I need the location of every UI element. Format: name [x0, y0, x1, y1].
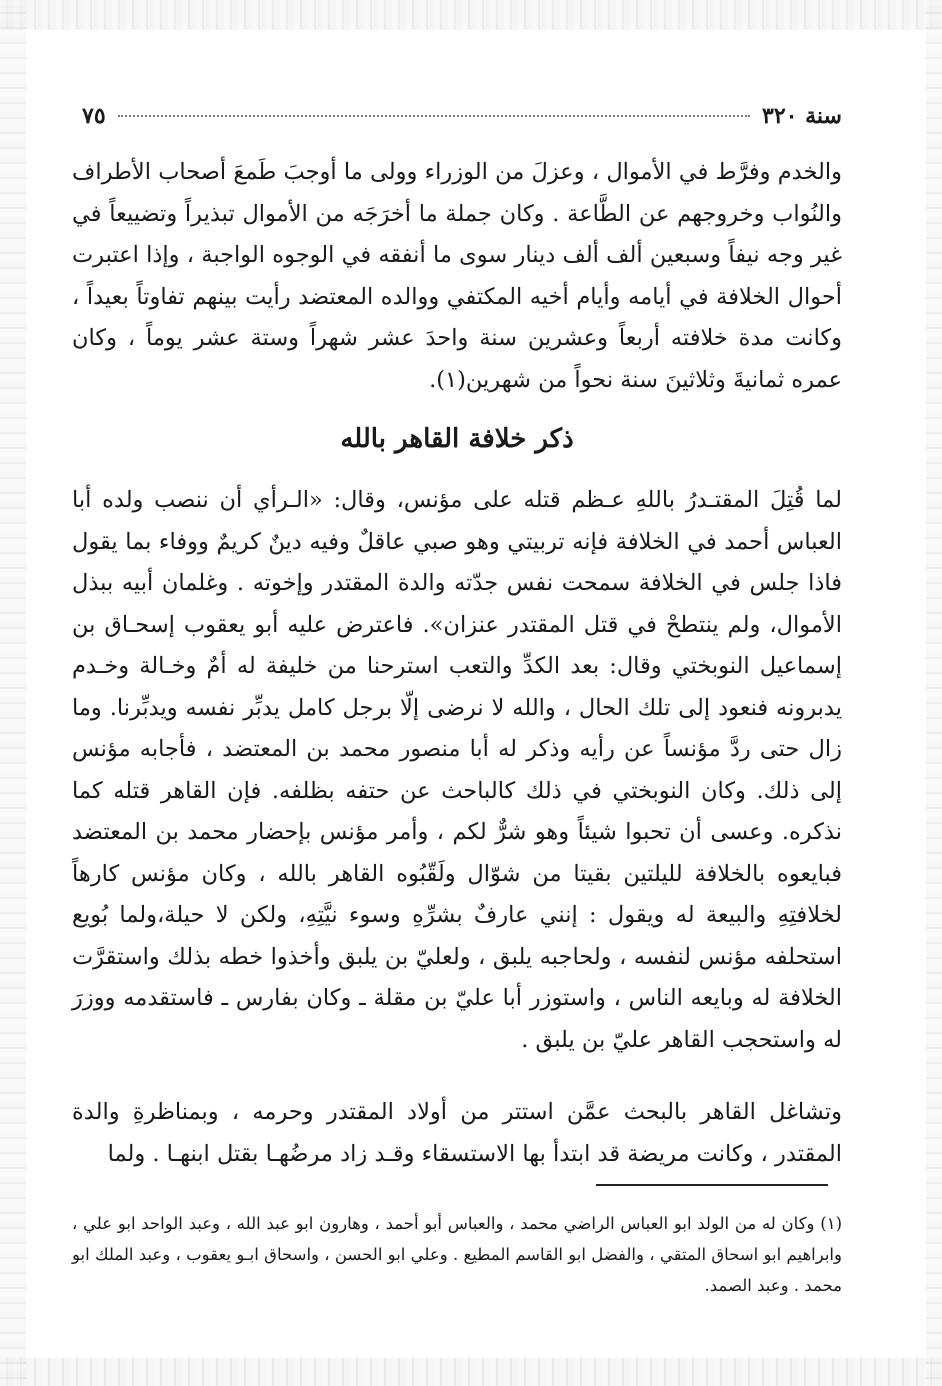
page-border-bottom [0, 1358, 942, 1386]
footnote: (١) وكان له من الولد ابو العباس الراضي محمد ، والعباس أبو أحمد ، وهارون ابو عبد الله ، وعبد الواحد ابو علي ، وابراهيم ابو اسحاق المتقي ، والفضل ابو القاسم المطيع . وعلي ابو الحسن ، واسحاق ابـو يعقوب ، وعبد الملك ابو محمد . وعبد الصمد. [72, 1214, 842, 1295]
section-heading: ذكر خلافة القاهر بالله [340, 424, 574, 454]
page-number: ٧٥ [82, 103, 106, 129]
header-year: سنة ٣٢٠ [762, 103, 842, 129]
page-border-top [0, 0, 942, 30]
page-border-left [0, 0, 26, 1386]
page-border-right [926, 0, 942, 1386]
running-header [82, 96, 842, 136]
paragraph-2: لما قُتِلَ المقتـدرُ باللهِ عـظم قتله على مؤنس، وقال: «الـرأي أن ننصب ولده أبا العباس أحمد في الخلافة فإنه تربيتي وهو صبي عاقلٌ وفيه دينٌ كريمٌ ووفاء بما يقول فاذا جلس في الخلافة سمحت نفس جدّته والدة المقتدر وإخوته . وغلمان أبيه ببذل الأموال، ولم ينتطحْ في قتل المقتدر عنزان». فاعترض عليه أبو يعقوب إسحـاق بن إسماعيل النوبختي وقال: بعد الكدِّ والتعب استرحنا من خليفة له أمٌ وخـالة وخـدم يدبرونه فنعود إلى تلك الحال ، والله لا نرضى إلّا برجل كامل يدبِّر نفسه ويدبِّرنا. وما زال حتى ردَّ مؤنساً عن رأيه وذكر له أبا منصور محمد بن المعتضد ، فأجابه مؤنس إلى ذلك. وكان النوبختي في ذلك كالباحث عن حتفه بظلفه. فإن القاهر قتله كما نذكره. وعسى أن تحبوا شيئاً وهو شرٌّ لكم ، وأمر مؤنس بإحضار محمد بن المعتضد فبايعوه بالخلافة لليلتين بقيتا من شوّال ولَقّبُوه القاهر بالله ، وكان مؤنس كارهاً لخلافتِهِ والبيعة له ويقول : إنني عارفٌ بشرِّهِ وسوء نيَّتِهِ، ولكن لا حيلة،ولما بُويع استحلفه مؤنس لنفسه ، ولحاجبه يلبق ، ولعليّ بن يلبق وأخذوا خطه بذلك واستقرَّت الخلافة له وبايعه الناس ، واستوزر أبا عليّ بن مقلة ـ وكان بفارس ـ فاستقدمه ووزرَ له واستحجب القاهر عليّ بن يلبق . [72, 487, 842, 1053]
paragraph-1: والخدم وفرَّط في الأموال ، وعزلَ من الوزراء وولى ما أوجبَ طَمعَ أصحاب الأطراف والنُواب وخروجهم عن الطَّاعة . وكان جملة ما أخرَجَه من الأموال تبذيراً وتضييعاً في غير وجه نيفاً وسبعين ألف ألف دينار سوى ما أنفقه في الوجوه الواجبة ، وإذا اعتبرت أحوال الخلافة في أيامه وأيام أخيه المكتفي ووالده المعتضد رأيت بينهم تفاوتاً بعيداً ، وكانت مدة خلافته أربعاً وعشرين سنة واحدَ عشر شهراً وستة عشر يوماً ، وكان عمره ثمانيةَ وثلاثينَ سنة نحواً من شهرين(١). [72, 159, 842, 393]
footnote-separator [596, 1184, 828, 1186]
header-dotted-leader [118, 115, 750, 117]
paragraph-3: وتشاغل القاهر بالبحث عمَّن استتر من أولاد المقتدر وحرمه ، وبمناظرةِ والدة المقتدر ، وكانت مريضة قد ابتدأ بها الاستسقاء وقـد زاد مرضُهـا بقتل ابنهـا . ولما [72, 1099, 842, 1167]
